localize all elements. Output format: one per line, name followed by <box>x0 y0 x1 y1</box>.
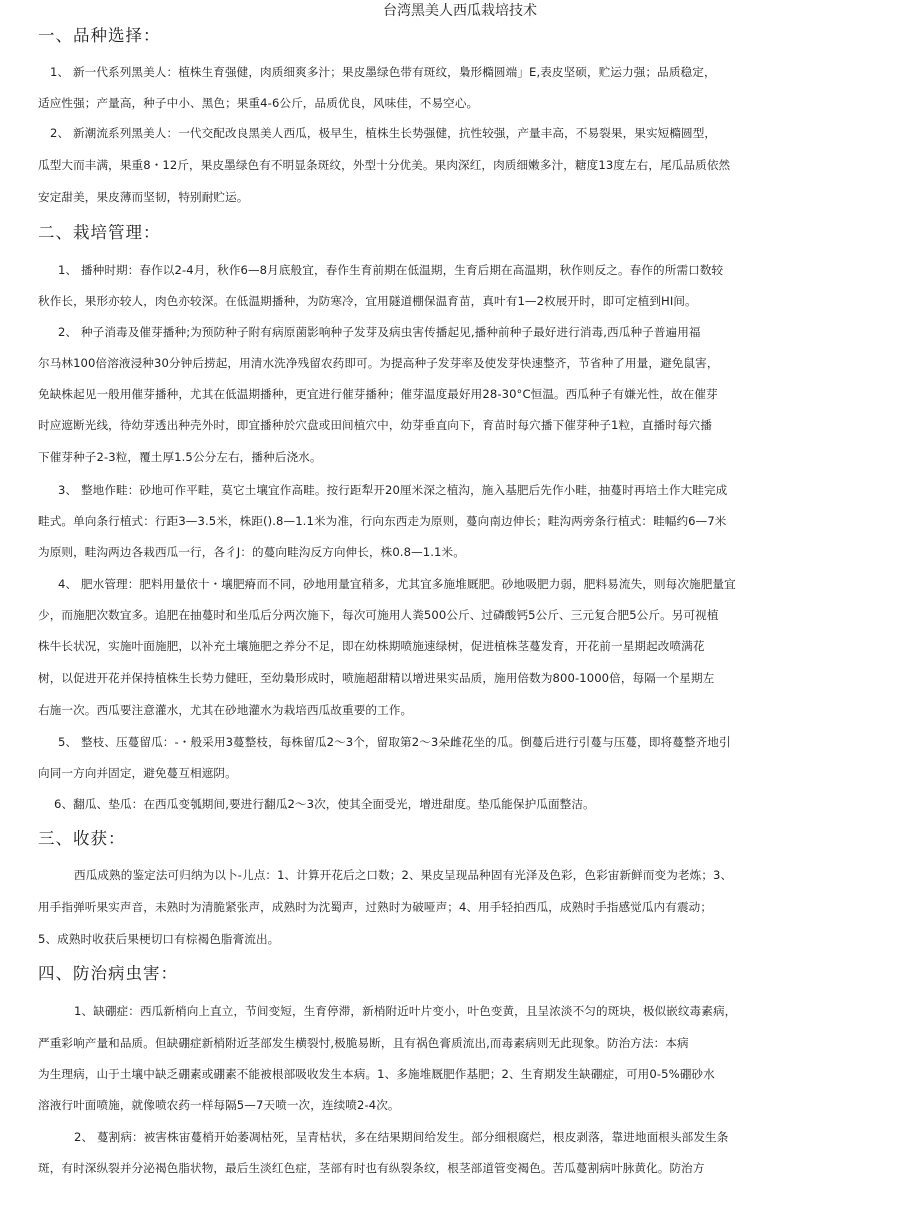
paragraph-line: 2、 蔓割病：被害株宙蔓梢开始萎凋枯死，呈青枯状，多在结果期间给发生。部分细根腐烂，根皮剥落，靠进地面根头部发生条 <box>74 1130 729 1144</box>
paragraph-line: 斑，有时深纵裂并分泌褐色脂状物，最后生淡红色症，茎部有时也有纵裂条纹，根茎部道管变褐色。苦瓜蔓割病叶脉黄化。防治方 <box>38 1161 705 1175</box>
paragraph-line: 时应遮断光线，待幼芽透出种壳外时，即宜播种於穴盘或田间植穴中，幼芽垂直向下，育苗时每穴播下催芽种子1粒，直播时每穴播 <box>38 418 713 432</box>
paragraph-line: 瓜型大而丰满，果重8・12斤，果皮墨绿色有不明显条斑纹，外型十分优美。果肉深红，肉质细嫩多汁，糖度13度左右，尾瓜品质依然 <box>38 158 731 172</box>
paragraph-line: 株牛长状况，实施叶面施肥，以补充土壤施肥之养分不足，即在幼株期喷施速绿树，促进植株茎蔓发育，开花前一星期起改喷满花 <box>38 639 705 653</box>
paragraph-line: 秋作长，果形亦较人，肉色亦较深。在低温期播种，为防寒冷，宜用隧道棚保温育苗，真叶有1—2枚展开时，即可定植到HI间。 <box>38 294 697 308</box>
paragraph-line: 尔马林100倍溶液浸种30分钟后捞起，用清水洗净残留农药即可。为提高种子发芽率及使发芽快速整齐，节省种了用量，避免鼠害， <box>38 356 719 370</box>
paragraph-line: 向同一方向并固定，避免蔓互相遮阴。 <box>38 766 237 780</box>
paragraph-line: 1、 播种时期：春作以2-4月，秋作6—8月底般宜，春作生育前期在低温期，生育后期在高温期，秋作则反之。春作的所需口数较 <box>58 263 724 277</box>
paragraph-line: 3、 整地作畦：砂地可作平畦，莫它土壤宜作高畦。按行距犁开20厘米深之植沟，施入基肥后先作小畦，抽蔓时再培土作大畦完成 <box>58 483 728 497</box>
paragraph-line: 右施一次。西瓜要注意灌水，尤其在砂地灌水为栽培西瓜故重要的工作。 <box>38 703 413 717</box>
document-title: 台湾黑美人西瓜栽培技术 <box>383 3 537 19</box>
paragraph-line: 树，以促进开花并保持植株生长势力健旺，至幼梟形成时，喷施超甜精以增进果实品质，施用倍数为800-1000倍，每隔一个星期左 <box>38 671 715 685</box>
paragraph-line: 5、 整枝、压蔓留瓜：-・般采用3蔓整枝，每株留瓜2～3个，留取第2～3朵雌花坐的瓜。倒蔓后进行引蔓与压蔓，即将蔓整齐地引 <box>58 735 731 749</box>
paragraph-line: 4、 肥水管理：肥料用量依十・壤肥瘠而不同，砂地用量宜稍多，尤其宜多施堆厩肥。砂地吸肥力弱，肥料易流失，则每次施肥量宜 <box>58 577 736 591</box>
paragraph-line: 为原则，畦沟两边各栽西瓜一行，各彳J：的蔓向畦沟反方向伸长，株0.8—1.1米。 <box>38 545 465 559</box>
paragraph-line: 5、成熟时收获后果梗切口有棕褐色脂膏流出。 <box>38 932 280 946</box>
section-heading-variety: 一、品种选择： <box>38 26 161 45</box>
paragraph-line: 1、 新一代系列黑美人：植株生育强健，肉质细爽多汁；果皮墨绿色带有斑纹，梟形橢圆端」E,表皮坚硕，贮运力强；品质稳定， <box>50 65 716 79</box>
paragraph-line: 西瓜成熟的鉴定法可归纳为以卜-儿点：1、计算开花后之口数；2、果皮呈现品种固有光泽及色彩，色彩宙新鲜而变为老炼；3、 <box>74 868 733 882</box>
paragraph-line: 6、翻瓜、垫瓜：在西瓜变瓠期间,要进行翻瓜2～3次，使其全面受光，增进甜度。垫瓜能保护瓜面整洁。 <box>54 797 595 811</box>
paragraph-line: 溶液行叶面喷施，就像喷农药一样每隔5—7天喷一次，连续喷2-4次。 <box>38 1098 400 1112</box>
paragraph-line: 少，而施肥次数宜多。追肥在抽蔓时和坐瓜后分两次施下，每次可施用人粪500公斤、过磷酸钙5公斤、三元复合肥5公斤。另可视植 <box>38 608 719 622</box>
paragraph-line: 畦式。单向条行植式：行距3—3.5米，株距().8—1.1米为准，行向东西走为原则，蔓向南边伸长；畦沟两旁条行植式：畦幅约6—7米 <box>38 514 727 528</box>
paragraph-line: 免缺株起见一般用催芽播种，尤其在低温期播种，更宜进行催芽播种；催芽温度最好用28-30°C恒温。西瓜种子有嫌光性，故在催芽 <box>38 387 718 401</box>
paragraph-line: 2、 种子消毒及催芽播种;为预防种子附有病原菌影响种子发芽及病虫害传播起见,播种前种子最好进行消毒,西瓜种子普遍用福 <box>58 325 701 339</box>
paragraph-line: 适应性强；产量高，种子中小、黑色；果重4-6公斤，品质优良，风味佳，不易空心。 <box>38 96 479 110</box>
section-heading-pest-control: 四、防治病虫害： <box>38 964 178 983</box>
section-heading-cultivation: 二、栽培管理： <box>38 223 161 242</box>
paragraph-line: 用手指弹听果实声音，未熟时为清脆紧张声，成熟时为沈蜀声，过熟时为破哑声；4、用手轻拍西瓜，成熟时手指感觉瓜内有震动； <box>38 900 713 914</box>
paragraph-line: 1、缺硼症：西瓜新梢向上直立，节间变短，生育停滞，新梢附近叶片变小，叶色变黄，且呈浓淡不匀的斑块，极似嵌纹毒素病， <box>74 1004 737 1018</box>
section-heading-harvest: 三、收获： <box>38 829 126 848</box>
paragraph-line: 2、 新潮流系列黑美人：一代交配改良黑美人西瓜，极早生，植株生长势强健，抗性较强，产量丰高，不易裂果，果实短橢圆型， <box>50 126 717 140</box>
paragraph-line: 安定甜美，果皮薄而坚韧，特别耐贮运。 <box>38 190 249 204</box>
paragraph-line: 下催芽种子2-3粒，覆土厚1.5公分左右，播种后浇水。 <box>38 450 322 464</box>
paragraph-line: 为生理病，山于土壤中缺乏硼素或硼素不能被根部吸收发生本病。1、多施堆厩肥作基肥；2、生育期发生缺硼症，可用0-5%硼砂水 <box>38 1067 715 1081</box>
paragraph-line: 严重彩响产量和品质。但缺硼症新梢附近茎部发生横裂忖,极脆易断，且有祸色膏质流出,而毒素病则无此现象。防治方法：本病 <box>38 1036 689 1050</box>
